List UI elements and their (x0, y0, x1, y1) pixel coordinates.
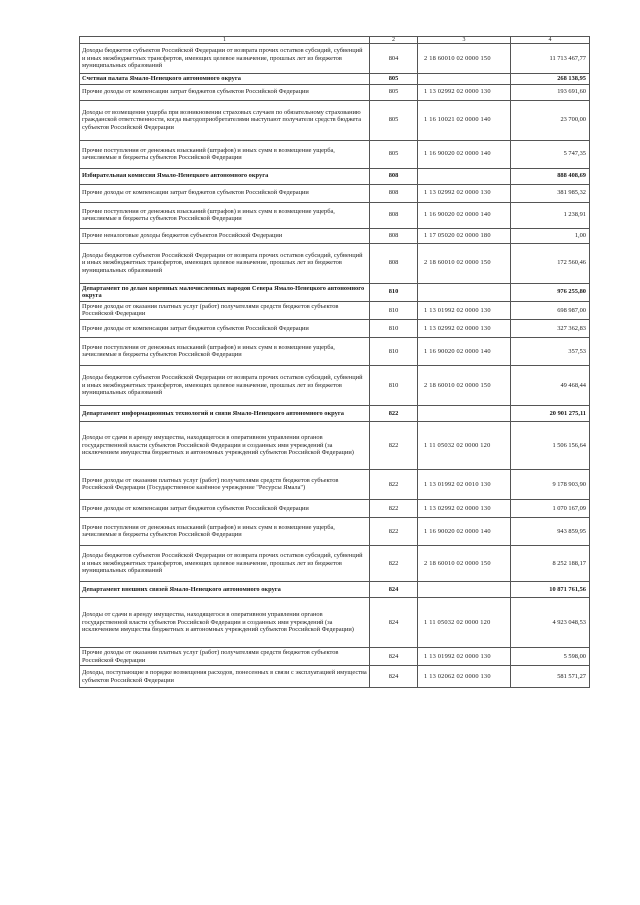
table-row (80, 140, 590, 168)
amount: 381 985,32 (511, 184, 590, 202)
table-row (80, 301, 590, 319)
row-name: Прочие доходы от компенсации затрат бюджетов субъектов Российской Федерации (80, 319, 370, 337)
admin-code: 805 (370, 140, 418, 168)
budget-class-code: 1 13 02992 02 0000 130 (418, 184, 511, 202)
department-row (80, 405, 590, 421)
budget-class-code (418, 168, 511, 184)
budget-class-code: 1 13 02992 02 0000 130 (418, 319, 511, 337)
department-row (80, 283, 590, 301)
row-name: Прочие доходы от компенсации затрат бюджетов субъектов Российской Федерации (80, 84, 370, 100)
table-row (80, 545, 590, 581)
row-name: Прочие поступления от денежных взысканий (штрафов) и иных сумм в возмещение ущерба, зачисляемые в бюджеты субъектов Российской Федерации (80, 337, 370, 365)
table-row (80, 499, 590, 517)
admin-code: 810 (370, 283, 418, 301)
table-row (80, 100, 590, 140)
column-number: 4 (511, 37, 590, 44)
amount: 888 408,69 (511, 168, 590, 184)
budget-class-code: 1 16 90020 02 0000 140 (418, 140, 511, 168)
row-name: Доходы от сдачи в аренду имущества, находящегося в оперативном управлении органов государственной власти субъектов Российской Федерации и созданных ими учреждений (за исключением имущества бюджетных и автономных учреждений субъектов Российской Федерации) (80, 597, 370, 647)
table-row (80, 517, 590, 545)
table-row (80, 44, 590, 74)
admin-code: 810 (370, 365, 418, 405)
admin-code: 808 (370, 184, 418, 202)
row-name: Доходы бюджетов субъектов Российской Федерации от возврата прочих остатков субсидий, субвенций и иных межбюджетных трансфертов, имеющих целевое назначение, прошлых лет из бюджетов муниципальных образований (80, 243, 370, 283)
budget-class-code: 1 11 05032 02 0000 120 (418, 421, 511, 469)
amount: 8 252 188,17 (511, 545, 590, 581)
amount: 4 923 048,53 (511, 597, 590, 647)
row-name: Доходы от возмещения ущерба при возникновении страховых случаев по обязательному страхованию гражданской ответственности, когда выгодоприобретателями выступают получатели средств бюджета субъектов Российской Федерации (80, 100, 370, 140)
row-name: Счетная палата Ямало-Ненецкого автономного округа (80, 74, 370, 85)
budget-class-code: 1 16 90020 02 0000 140 (418, 517, 511, 545)
amount: 1 238,91 (511, 202, 590, 228)
amount: 193 691,60 (511, 84, 590, 100)
budget-class-code: 1 16 90020 02 0000 140 (418, 337, 511, 365)
column-number: 3 (418, 37, 511, 44)
amount: 172 560,46 (511, 243, 590, 283)
amount: 698 987,00 (511, 301, 590, 319)
admin-code: 824 (370, 597, 418, 647)
amount: 976 255,80 (511, 283, 590, 301)
table-row (80, 84, 590, 100)
admin-code: 810 (370, 337, 418, 365)
table-row (80, 647, 590, 665)
amount: 581 571,27 (511, 666, 590, 688)
row-name: Департамент по делам коренных малочисленных народов Севера Ямало-Ненецкого автономного округа (80, 283, 370, 301)
amount: 23 700,00 (511, 100, 590, 140)
row-name: Прочие доходы от компенсации затрат бюджетов субъектов Российской Федерации (80, 499, 370, 517)
budget-class-code: 1 16 90020 02 0000 140 (418, 202, 511, 228)
department-row (80, 581, 590, 597)
table-row (80, 184, 590, 202)
row-name: Прочие доходы от оказания платных услуг (работ) получателями средств бюджетов субъектов Российской Федерации (Государственное казённое учреждение "Ресурсы Ямала") (80, 469, 370, 499)
row-name: Доходы от сдачи в аренду имущества, находящегося в оперативном управлении органов государственной власти субъектов Российской Федерации и созданных ими учреждений (за исключением имущества бюджетных и автономных учреждений субъектов Российской Федерации) (80, 421, 370, 469)
table-row (80, 597, 590, 647)
admin-code: 808 (370, 243, 418, 283)
admin-code: 805 (370, 74, 418, 85)
row-name: Доходы, поступающие в порядке возмещения расходов, понесенных в связи с эксплуатацией имущества субъектов Российской Федерации (80, 666, 370, 688)
report-page (79, 36, 589, 688)
amount: 11 713 467,77 (511, 44, 590, 74)
row-name: Прочие доходы от компенсации затрат бюджетов субъектов Российской Федерации (80, 184, 370, 202)
budget-class-code: 1 13 01992 02 0000 130 (418, 301, 511, 319)
budget-class-code (418, 405, 511, 421)
admin-code: 808 (370, 168, 418, 184)
amount: 49 468,44 (511, 365, 590, 405)
budget-class-code: 1 13 02062 02 0000 130 (418, 666, 511, 688)
row-name: Избирательная комиссия Ямало-Ненецкого автономного округа (80, 168, 370, 184)
admin-code: 824 (370, 647, 418, 665)
amount: 20 901 275,11 (511, 405, 590, 421)
amount: 10 871 761,56 (511, 581, 590, 597)
row-name: Прочие доходы от оказания платных услуг (работ) получателями средств бюджетов субъектов Российской Федерации (80, 647, 370, 665)
admin-code: 810 (370, 301, 418, 319)
amount: 357,53 (511, 337, 590, 365)
admin-code: 808 (370, 228, 418, 243)
admin-code: 822 (370, 421, 418, 469)
amount: 268 138,95 (511, 74, 590, 85)
admin-code: 822 (370, 469, 418, 499)
table-row (80, 365, 590, 405)
admin-code: 808 (370, 202, 418, 228)
admin-code: 805 (370, 100, 418, 140)
admin-code: 822 (370, 499, 418, 517)
budget-class-code: 1 13 02992 02 0000 130 (418, 499, 511, 517)
table-row (80, 337, 590, 365)
column-number: 2 (370, 37, 418, 44)
table-row (80, 421, 590, 469)
amount: 5 747,35 (511, 140, 590, 168)
row-name: Прочие поступления от денежных взысканий (штрафов) и иных сумм в возмещение ущерба, зачисляемые в бюджеты субъектов Российской Федерации (80, 517, 370, 545)
admin-code: 822 (370, 545, 418, 581)
admin-code: 805 (370, 84, 418, 100)
table-row (80, 202, 590, 228)
admin-code: 822 (370, 405, 418, 421)
row-name: Прочие неналоговые доходы бюджетов субъектов Российской Федерации (80, 228, 370, 243)
row-name: Прочие поступления от денежных взысканий (штрафов) и иных сумм в возмещение ущерба, зачисляемые в бюджеты субъектов Российской Федерации (80, 140, 370, 168)
table-row (80, 243, 590, 283)
row-name: Прочие доходы от оказания платных услуг (работ) получателями средств бюджетов субъектов Российской Федерации (80, 301, 370, 319)
admin-code: 824 (370, 581, 418, 597)
budget-class-code (418, 74, 511, 85)
admin-code: 822 (370, 517, 418, 545)
table-row (80, 228, 590, 243)
column-number-row (80, 37, 590, 44)
column-number: 1 (80, 37, 370, 44)
amount: 943 859,95 (511, 517, 590, 545)
row-name: Департамент информационных технологий и связи Ямало-Ненецкого автономного округа (80, 405, 370, 421)
revenue-table (79, 36, 590, 688)
amount: 1,00 (511, 228, 590, 243)
budget-class-code: 2 18 60010 02 0000 150 (418, 44, 511, 74)
amount: 327 362,83 (511, 319, 590, 337)
budget-class-code: 1 13 01992 02 0000 130 (418, 647, 511, 665)
table-row (80, 666, 590, 688)
amount: 1 506 156,64 (511, 421, 590, 469)
table-row (80, 319, 590, 337)
budget-class-code: 1 13 02992 02 0000 130 (418, 84, 511, 100)
revenue-table-body (80, 37, 590, 688)
budget-class-code: 2 18 60010 02 0000 150 (418, 365, 511, 405)
admin-code: 810 (370, 319, 418, 337)
department-row (80, 74, 590, 85)
budget-class-code (418, 581, 511, 597)
budget-class-code: 1 16 10021 02 0000 140 (418, 100, 511, 140)
row-name: Доходы бюджетов субъектов Российской Федерации от возврата прочих остатков субсидий, субвенций и иных межбюджетных трансфертов, имеющих целевое назначение, прошлых лет из бюджетов муниципальных образований (80, 545, 370, 581)
table-row (80, 469, 590, 499)
amount: 9 178 903,90 (511, 469, 590, 499)
amount: 5 598,00 (511, 647, 590, 665)
budget-class-code (418, 283, 511, 301)
row-name: Доходы бюджетов субъектов Российской Федерации от возврата прочих остатков субсидий, субвенций и иных межбюджетных трансфертов, имеющих целевое назначение, прошлых лет из бюджетов муниципальных образований (80, 44, 370, 74)
row-name: Департамент внешних связей Ямало-Ненецкого автономного округа (80, 581, 370, 597)
department-row (80, 168, 590, 184)
admin-code: 824 (370, 666, 418, 688)
row-name: Прочие поступления от денежных взысканий (штрафов) и иных сумм в возмещение ущерба, зачисляемые в бюджеты субъектов Российской Федерации (80, 202, 370, 228)
budget-class-code: 1 11 05032 02 0000 120 (418, 597, 511, 647)
budget-class-code: 2 18 60010 02 0000 150 (418, 545, 511, 581)
amount: 1 070 167,09 (511, 499, 590, 517)
budget-class-code: 1 13 01992 02 0010 130 (418, 469, 511, 499)
budget-class-code: 1 17 05020 02 0000 180 (418, 228, 511, 243)
budget-class-code: 2 18 60010 02 0000 150 (418, 243, 511, 283)
row-name: Доходы бюджетов субъектов Российской Федерации от возврата прочих остатков субсидий, субвенций и иных межбюджетных трансфертов, имеющих целевое назначение, прошлых лет из бюджетов муниципальных образований (80, 365, 370, 405)
admin-code: 804 (370, 44, 418, 74)
